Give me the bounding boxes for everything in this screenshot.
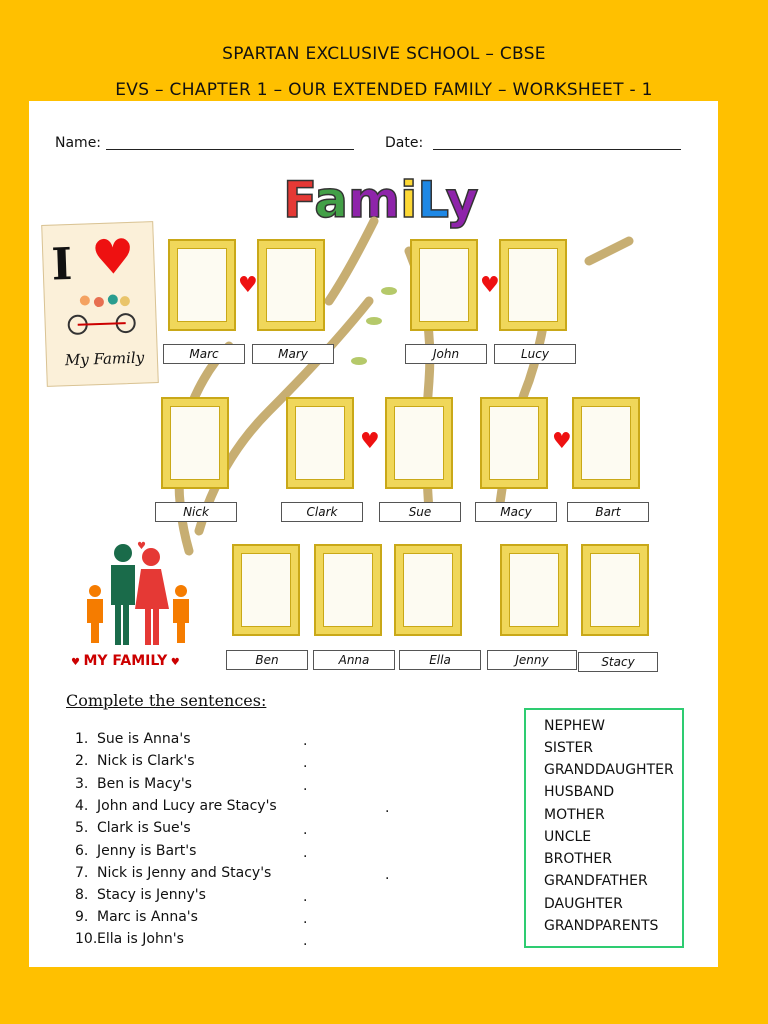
my-family-logo [71, 653, 180, 669]
name-label-sue: Sue [379, 502, 461, 522]
name-label-lucy: Lucy [494, 344, 576, 364]
portrait-frame-anna [314, 544, 382, 636]
answer-blank-2[interactable]: . [303, 755, 308, 771]
answer-blank-1[interactable]: . [303, 733, 308, 749]
answer-blank-4[interactable]: . [385, 800, 390, 816]
name-label-clark: Clark [281, 502, 363, 522]
heart-icon: ♥ [552, 429, 572, 454]
name-label-ben: Ben [226, 650, 308, 670]
word-bank-item: MOTHER [544, 807, 605, 823]
heart-icon: ♥ [360, 429, 380, 454]
sentence-1: 1. Sue is Anna's [75, 731, 191, 747]
answer-blank-7[interactable]: . [385, 867, 390, 883]
exercise-heading: Complete the sentences: [66, 691, 267, 710]
word-bank-item: BROTHER [544, 851, 613, 867]
answer-blank-5[interactable]: . [303, 822, 308, 838]
portrait-frame-nick [161, 397, 229, 489]
answer-blank-10[interactable]: . [303, 933, 308, 949]
heart-icon: ♥ [90, 228, 136, 287]
sentence-7: 7. Nick is Jenny and Stacy's [75, 865, 272, 881]
heart-icon: ♥ [480, 273, 500, 298]
word-bank-item: UNCLE [544, 829, 592, 845]
portrait-frame-mary [257, 239, 325, 331]
name-label-jenny: Jenny [487, 650, 577, 670]
answer-blank-8[interactable]: . [303, 889, 308, 905]
name-label-macy: Macy [475, 502, 557, 522]
svg-text:♥: ♥ [137, 541, 146, 552]
name-label-ella: Ella [399, 650, 481, 670]
word-bank-item: GRANDDAUGHTER [544, 762, 674, 778]
date-label: Date: [385, 135, 424, 151]
heart-icon: ♥ [167, 657, 180, 668]
name-label-bart: Bart [567, 502, 649, 522]
name-label-marc: Marc [163, 344, 245, 364]
portrait-frame-lucy [499, 239, 567, 331]
word-bank-item: SISTER [544, 740, 594, 756]
portrait-frame-macy [480, 397, 548, 489]
answer-blank-3[interactable]: . [303, 778, 308, 794]
word-bank-item: HUSBAND [544, 784, 615, 800]
portrait-frame-john [410, 239, 478, 331]
name-label-anna: Anna [313, 650, 395, 670]
worksheet-title: EVS – CHAPTER 1 – OUR EXTENDED FAMILY – WORKSHEET - 1 [115, 80, 653, 100]
portrait-frame-marc [168, 239, 236, 331]
portrait-frame-jenny [500, 544, 568, 636]
word-bank-item: GRANDFATHER [544, 873, 648, 889]
name-label-john: John [405, 344, 487, 364]
word-bank [524, 708, 684, 948]
family-title-letter: i [400, 171, 418, 229]
sentence-8: 8. Stacy is Jenny's [75, 887, 206, 903]
family-title-letter: a [314, 171, 348, 229]
sentence-3: 3. Ben is Macy's [75, 776, 192, 792]
heart-icon: ♥ [238, 273, 258, 298]
word-bank-item: GRANDPARENTS [544, 918, 659, 934]
sentence-2: 2. Nick is Clark's [75, 753, 195, 769]
heart-icon: ♥ [71, 657, 84, 668]
portrait-frame-sue [385, 397, 453, 489]
answer-blank-9[interactable]: . [303, 911, 308, 927]
i-letter: I [50, 238, 74, 291]
card-caption: My Family [64, 348, 145, 370]
family-title-letter: L [417, 171, 446, 229]
word-bank-item: NEPHEW [544, 718, 605, 734]
family-title-letter: y [445, 171, 479, 229]
family-people-icon [77, 541, 197, 651]
family-title-letter: F [283, 171, 315, 229]
sentence-9: 9. Marc is Anna's [75, 909, 198, 925]
word-bank-item: DAUGHTER [544, 896, 623, 912]
name-label-nick: Nick [155, 502, 237, 522]
portrait-frame-clark [286, 397, 354, 489]
sentence-6: 6. Jenny is Bart's [75, 843, 197, 859]
portrait-frame-ben [232, 544, 300, 636]
family-title-letter: m [347, 171, 401, 229]
school-title: SPARTAN EXCLUSIVE SCHOOL – CBSE [222, 44, 546, 64]
portrait-frame-ella [394, 544, 462, 636]
i-love-my-family-card [41, 221, 159, 387]
bicycle-family-icon [62, 287, 140, 338]
portrait-frame-bart [572, 397, 640, 489]
worksheet-page [29, 101, 718, 967]
sentence-4: 4. John and Lucy are Stacy's [75, 798, 277, 814]
answer-blank-6[interactable]: . [303, 845, 308, 861]
my-family-logo-text: MY FAMILY [83, 653, 168, 669]
name-label-mary: Mary [252, 344, 334, 364]
name-label: Name: [55, 135, 102, 151]
sentence-5: 5. Clark is Sue's [75, 820, 191, 836]
name-label-stacy: Stacy [578, 652, 658, 672]
portrait-frame-stacy [581, 544, 649, 636]
sentence-10: 10.Ella is John's [75, 931, 184, 947]
